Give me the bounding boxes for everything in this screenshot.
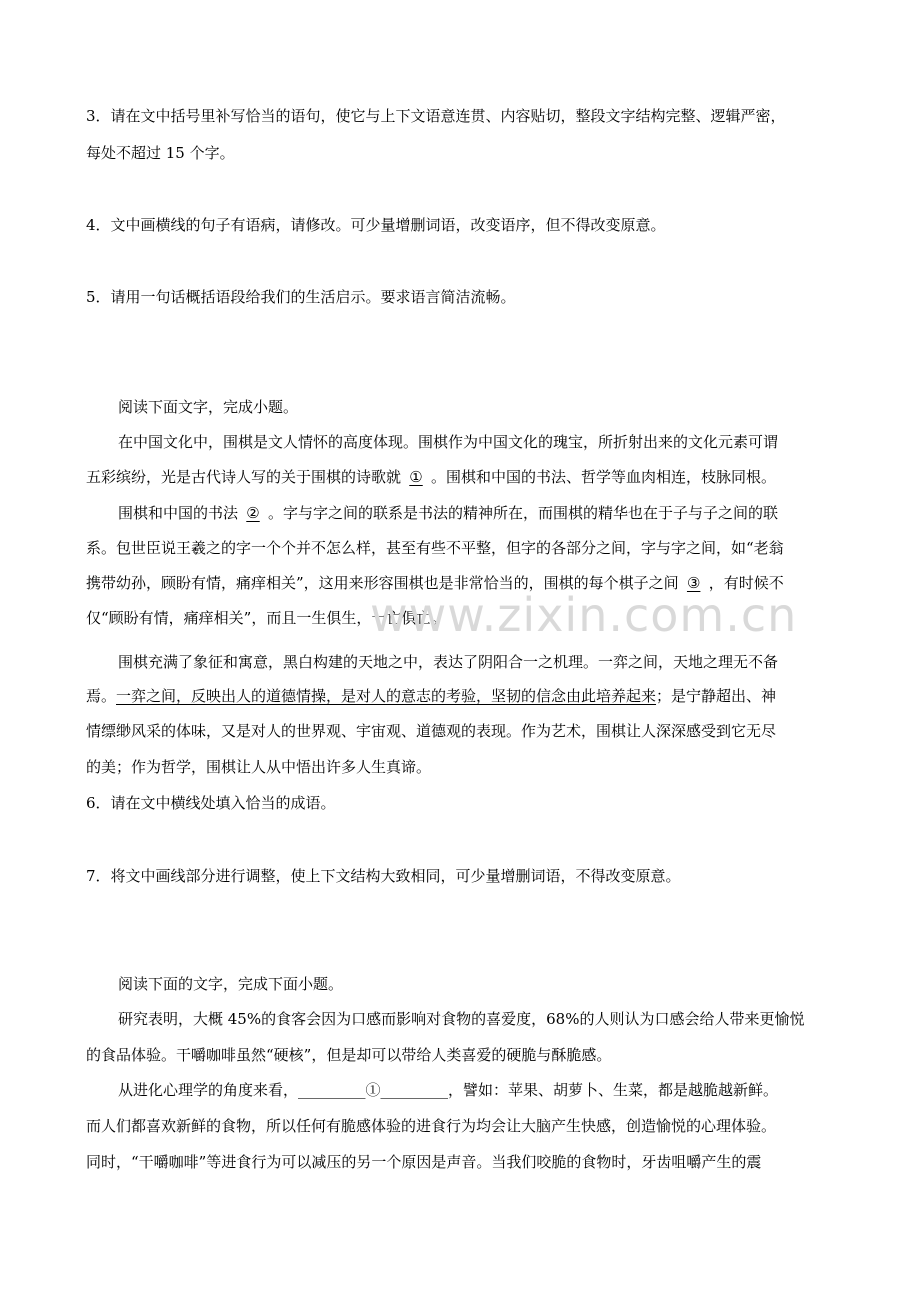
text-run: 携带幼孙，顾盼有情，痛痒相关”，这用来形容围棋也是非常恰当的，围棋的每个棋子之间 bbox=[86, 574, 679, 592]
blank-1: _________①_________ bbox=[298, 1081, 449, 1099]
passage-1-line bbox=[86, 686, 776, 706]
passage-2-line bbox=[118, 1080, 778, 1100]
text-run: 五彩缤纷，光是古代诗人写的关于围棋的诗歌就 bbox=[86, 468, 402, 486]
passage-1-line bbox=[118, 503, 778, 523]
passage-1-line: 情缥缈风采的体味，又是对人的世界观、宇宙观、道德观的表现。作为艺术，围棋让人深深感受到它无尽 bbox=[86, 722, 777, 740]
blank-2: ② bbox=[246, 504, 260, 522]
text-run: ；是宁静超出、神 bbox=[656, 687, 777, 705]
text-run: 。围棋和中国的书法、哲学等血肉相连，枝脉同根。 bbox=[431, 468, 777, 486]
text-run: ，譬如：苹果、胡萝卜、生菜，都是越脆越新鲜。 bbox=[448, 1081, 779, 1099]
passage-2-line: 研究表明，大概 45%的食客会因为口感而影响对食物的喜爱度，68%的人则认为口感会给人带来更愉悦 bbox=[118, 1010, 805, 1028]
passage-1-line: 在中国文化中，围棋是文人情怀的高度体现。围棋作为中国文化的瑰宝，所折射出来的文化元素可谓 bbox=[118, 433, 779, 451]
passage-1-line: 仅“顾盼有情，痛痒相关”，而且一生俱生，一亡俱亡。 bbox=[86, 609, 447, 627]
passage-2-line: 的食品体验。干嚼咖啡虽然“硬核”，但是却可以带给人类喜爱的硬脆与酥脆感。 bbox=[86, 1046, 612, 1064]
question-3-line-2: 每处不超过 15 个字。 bbox=[86, 144, 235, 162]
question-6: 6．请在文中横线处填入恰当的成语。 bbox=[86, 794, 336, 812]
passage-2-line: 同时，“干嚼咖啡”等进食行为可以减压的另一个原因是声音。当我们咬脆的食物时，牙齿咀嚼产生的震 bbox=[86, 1153, 762, 1171]
passage-1-line: 系。包世臣说王羲之的字一个个并不怎么样，甚至有些不平整，但字的各部分之间，字与字之间，如“老翁 bbox=[86, 539, 784, 557]
passage-2-intro: 阅读下面的文字，完成下面小题。 bbox=[118, 975, 344, 993]
question-5: 5．请用一句话概括语段给我们的生活启示。要求语言简洁流畅。 bbox=[86, 288, 516, 306]
blank-3: ③ bbox=[686, 574, 701, 592]
text-run: 。字与字之间的联系是书法的精神所在，而围棋的精华也在于子与子之间的联 bbox=[268, 504, 779, 522]
text-run: 从进化心理学的角度来看， bbox=[118, 1081, 299, 1099]
passage-1-line: 围棋充满了象征和寓意，黑白构建的天地之中，表达了阴阳合一之机理。一弈之间，天地之理无不备 bbox=[118, 653, 779, 671]
underlined-sentence: 一弈之间，反映出人的道德情操，是对人的意志的考验，坚韧的信念由此培养起来 bbox=[116, 687, 657, 705]
question-3-line-1: 3．请在文中括号里补写恰当的语句，使它与上下文语意连贯、内容贴切，整段文字结构完整、逻辑严密， bbox=[86, 107, 786, 125]
question-7: 7．将文中画线部分进行调整，使上下文结构大致相同，可少量增删词语，不得改变原意。 bbox=[86, 867, 681, 885]
text-run: 围棋和中国的书法 bbox=[118, 504, 239, 522]
passage-1-line bbox=[86, 467, 776, 487]
passage-1-intro: 阅读下面文字，完成小题。 bbox=[118, 398, 299, 416]
passage-1-line: 的美；作为哲学，围棋让人从中悟出许多人生真谛。 bbox=[86, 758, 432, 776]
passage-2-line: 而人们都喜欢新鲜的食物，所以任何有脆感体验的进食行为均会让大脑产生快感，创造愉悦的心理体验。 bbox=[86, 1117, 777, 1135]
blank-1: ① bbox=[409, 468, 423, 486]
watermark: www.zixin.com.cn bbox=[370, 588, 798, 642]
text-run: ，有时候不 bbox=[708, 574, 784, 592]
question-4: 4．文中画横线的句子有语病，请修改。可少量增删词语，改变语序，但不得改变原意。 bbox=[86, 216, 666, 234]
text-run: 焉。 bbox=[86, 687, 117, 705]
